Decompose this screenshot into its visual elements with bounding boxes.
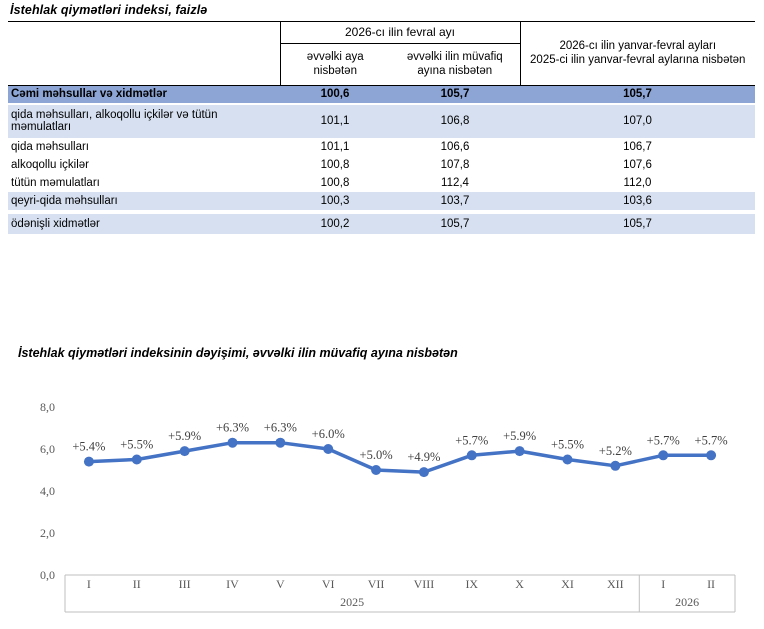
row-value: 105,7 [440,88,470,101]
column-header-prev-month: əvvəlki aya nisbətən [280,44,390,86]
x-axis-month-label: V [276,577,285,591]
data-point-marker [610,461,620,471]
table-row [8,174,755,192]
cpi-table [8,21,755,234]
table-row [8,156,755,174]
data-point-label: +5.2% [598,443,632,458]
data-point-label: +6.3% [263,420,297,435]
x-axis-month-label: II [707,577,716,591]
data-point-marker [467,450,477,460]
chart-title: İstehlak qiymətləri indeksinin dəyişimi, əvvəlki ilin müvafiq ayına nisbətən [18,346,458,360]
data-point-label: +5.9% [503,429,537,444]
data-point-label: +5.5% [550,437,585,452]
data-point-label: +6.0% [311,427,345,441]
data-point-label: +5.7% [694,433,728,448]
row-value: 112,0 [623,176,652,189]
data-point-label: +5.0% [359,448,393,462]
row-value: 100,6 [320,88,350,101]
data-point-marker [132,455,142,465]
column-header-jan-feb-line1: 2026-cı ilin yanvar-fevral ayları [559,39,717,52]
data-point-marker [706,450,716,460]
data-point-label: +5.4% [72,439,106,454]
row-value: 105,7 [440,217,470,230]
data-point-marker [84,457,94,467]
x-axis-month-label: I [86,577,91,591]
row-label: alkoqollu içkilər [11,158,89,171]
row-value: 100,3 [320,194,350,207]
row-label: qeyri-qida məhsulları [11,194,118,207]
data-point-marker [180,446,190,456]
x-axis-month-label: IX [465,577,479,591]
row-value: 106,6 [440,140,470,153]
table-corner-cell [8,22,280,86]
row-value: 105,7 [623,217,652,230]
row-label: Cəmi məhsullar və xidmətlər [11,88,167,101]
row-label: ödənişli xidmətlər [11,217,100,230]
row-value: 103,7 [440,194,470,207]
row-label: qida məhsulları, alkoqollu içkilər və tütün məmulatları [11,109,218,133]
row-label: qida məhsulları [11,140,89,153]
column-header-prev-year-month: əvvəlki ilin müvafiq ayına nisbətən [390,44,520,86]
x-axis-month-label: VIII [413,577,435,591]
y-axis-tick-label: 2,0 [40,526,55,540]
column-header-jan-feb [520,22,755,86]
row-value: 106,8 [440,115,470,127]
data-point-marker [419,467,429,477]
data-point-label: +5.5% [120,437,154,452]
table-row [8,214,755,234]
x-axis-month-label: VI [321,577,335,591]
x-axis-month-label: VII [367,577,385,591]
table-row-total [8,86,755,103]
x-axis-month-label: I [661,577,666,591]
row-label: tütün məmulatları [11,176,100,189]
row-value: 105,7 [623,88,652,101]
data-point-marker [563,455,573,465]
data-point-label: +5.7% [646,433,680,448]
x-axis-year-label: 2026 [675,595,700,609]
data-point-marker [515,446,525,456]
y-axis-tick-label: 6,0 [40,442,55,456]
y-axis-tick-label: 0,0 [40,568,55,582]
data-point-marker [323,444,333,454]
row-value: 107,6 [623,158,652,171]
row-value: 100,2 [320,217,350,230]
table-row [8,105,755,138]
table-row [8,138,755,156]
row-value: 103,6 [623,194,652,207]
row-value: 101,1 [320,140,350,153]
table-row [8,192,755,210]
row-value: 101,1 [320,115,350,127]
x-axis-month-label: XII [607,577,624,591]
row-value: 100,8 [320,158,350,171]
row-value: 107,8 [440,158,470,171]
column-header-jan-feb-line2: 2025-ci ilin yanvar-fevral aylarına nisbətən [530,53,746,66]
data-point-label: +6.3% [215,420,250,435]
data-point-label: +5.7% [455,433,489,448]
data-point-marker [228,438,238,448]
row-value: 107,0 [623,115,652,127]
cpi-line-chart [0,384,764,629]
data-point-marker [371,465,381,475]
data-point-label: +5.9% [168,429,202,444]
data-point-label: +4.9% [407,450,441,465]
x-axis-month-label: III [178,577,191,591]
x-axis-month-label: IV [226,577,239,591]
x-axis-month-label: X [515,577,524,591]
y-axis-tick-label: 8,0 [40,400,55,414]
row-value: 106,7 [623,140,652,153]
y-axis-tick-label: 4,0 [40,484,55,498]
x-axis-month-label: II [132,577,141,591]
x-axis-month-label: XI [561,577,574,591]
data-point-marker [658,450,668,460]
data-point-marker [275,438,285,448]
x-axis-year-label: 2025 [340,595,365,609]
row-value: 112,4 [441,176,469,189]
column-group-header: 2026-cı ilin fevral ayı [280,22,520,44]
row-value: 100,8 [320,176,350,189]
page-title: İstehlak qiymətləri indeksi, faizlə [10,3,208,17]
